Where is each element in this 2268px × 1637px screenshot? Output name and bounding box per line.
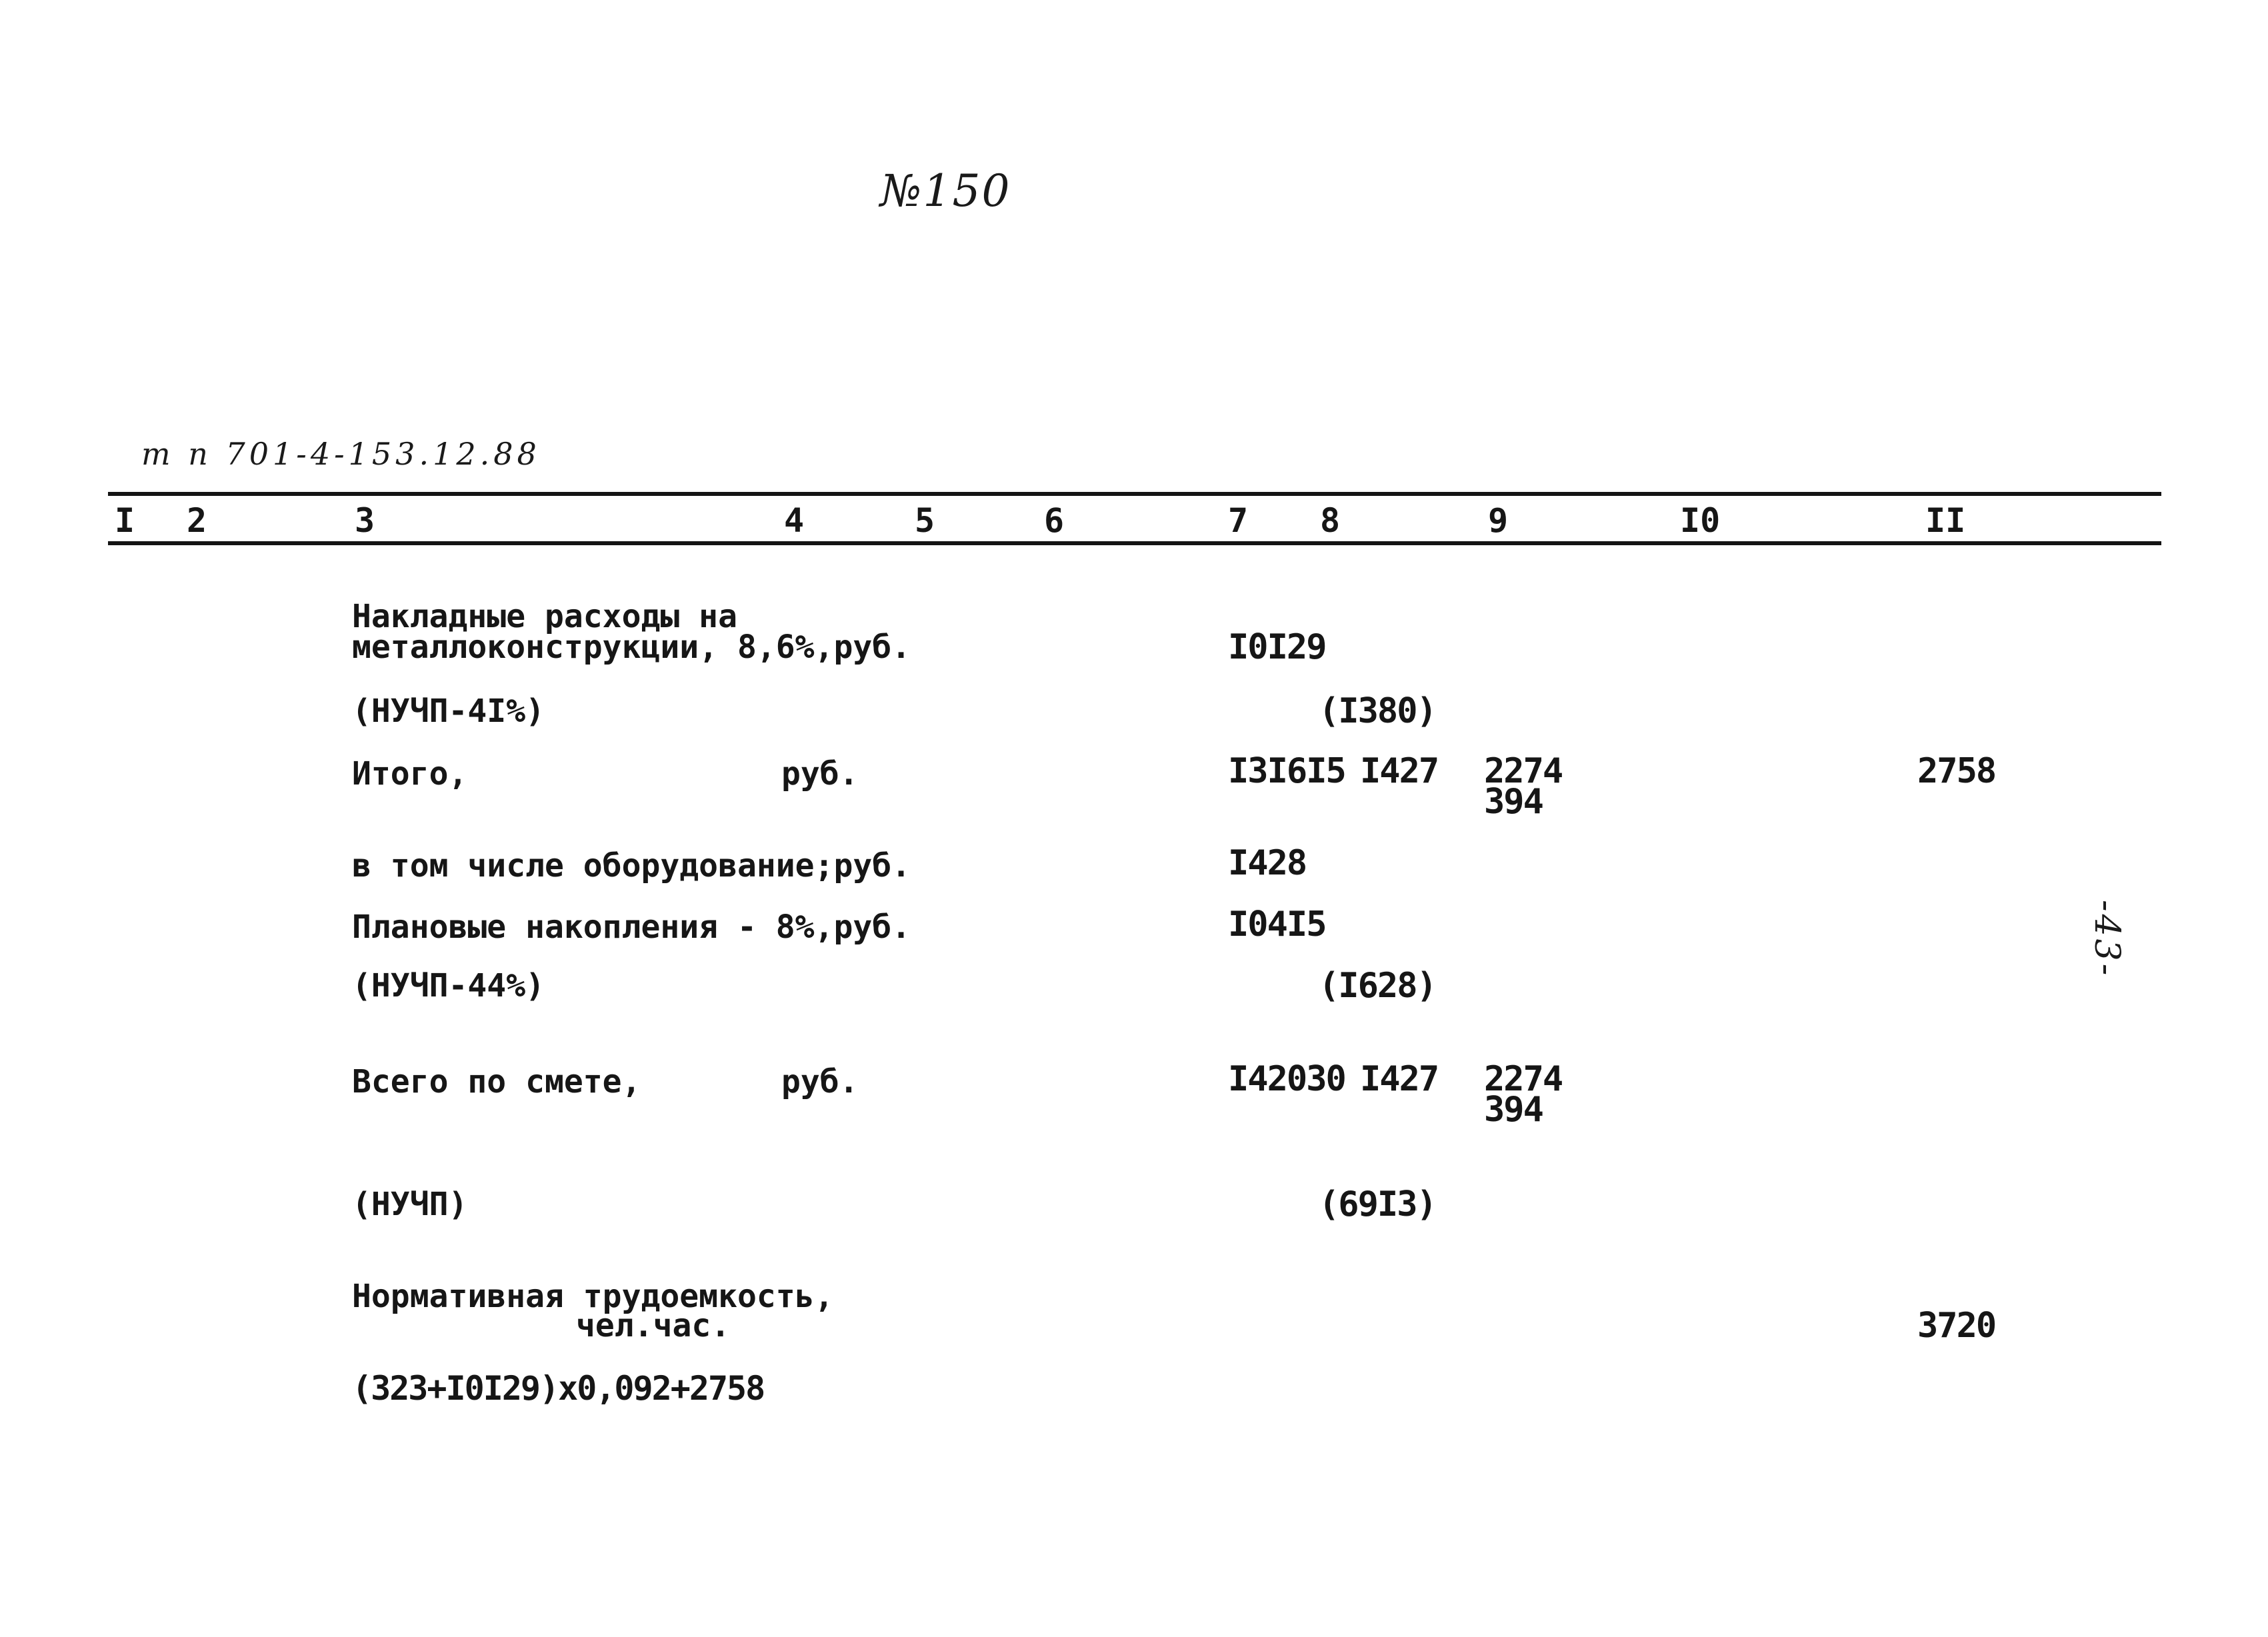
equipment-label: в том числе оборудование;руб. — [352, 847, 911, 884]
document-code: т п 701-4-153.12.88 — [141, 436, 541, 472]
planned-nuchp-col8: (I628) — [1319, 966, 1436, 1006]
total-col9-line2: 394 — [1484, 782, 1543, 822]
column-header-8: 8 — [1320, 501, 1341, 540]
total-unit: руб. — [781, 755, 859, 793]
planned-col7: I04I5 — [1228, 904, 1326, 944]
labor-col11: 3720 — [1917, 1306, 1996, 1346]
total-col7: I3I6I5 — [1228, 751, 1345, 791]
grand-total-label: Всего по смете, — [352, 1063, 641, 1100]
overhead-label-line1: Накладные расходы на — [352, 598, 737, 635]
grand-total-col7: I42030 — [1228, 1059, 1345, 1099]
grand-total-col9-line2: 394 — [1484, 1090, 1543, 1130]
planned-nuchp-label: (НУЧП-44%) — [352, 967, 545, 1004]
overhead-label-line2: металлоконструкции, 8,6%,руб. — [352, 629, 911, 666]
grand-total-col8: I427 — [1360, 1059, 1439, 1099]
column-header-7: 7 — [1228, 501, 1249, 540]
total-col9-line1: 2274 — [1484, 751, 1563, 791]
total-label: Итого, — [352, 755, 468, 793]
page-number: -43- — [2087, 900, 2127, 978]
column-header-3: 3 — [355, 501, 375, 540]
overhead-col7: I0I29 — [1228, 627, 1326, 667]
column-header-9: 9 — [1488, 501, 1509, 540]
planned-label: Плановые накопления - 8%,руб. — [352, 908, 911, 946]
column-header-11: II — [1925, 501, 1966, 540]
labor-formula: (323+I0I29)х0,092+2758 — [352, 1369, 765, 1408]
column-header-10: I0 — [1680, 501, 1721, 540]
column-header-5: 5 — [915, 501, 935, 540]
sheet-number: №150 — [880, 165, 1011, 217]
total-col11: 2758 — [1917, 751, 1996, 791]
grand-total-col9-line1: 2274 — [1484, 1059, 1563, 1099]
column-header-4: 4 — [784, 501, 805, 540]
nuchp-col8: (69I3) — [1319, 1184, 1436, 1224]
nuchp-label: (НУЧП) — [352, 1186, 468, 1223]
total-col8: I427 — [1360, 751, 1439, 791]
equipment-col7: I428 — [1228, 843, 1307, 883]
header-rule-top — [108, 492, 2161, 496]
column-header-1: I — [115, 501, 135, 540]
header-rule-bottom — [108, 541, 2161, 545]
grand-total-unit: руб. — [781, 1063, 859, 1100]
overhead-nuchp-col8: (I380) — [1319, 691, 1436, 731]
column-header-6: 6 — [1044, 501, 1065, 540]
labor-label-line1: Нормативная трудоемкость, — [352, 1278, 834, 1315]
column-header-2: 2 — [187, 501, 207, 540]
labor-label-line2: чел.час. — [576, 1307, 731, 1344]
overhead-nuchp-label: (НУЧП-4I%) — [352, 693, 545, 730]
